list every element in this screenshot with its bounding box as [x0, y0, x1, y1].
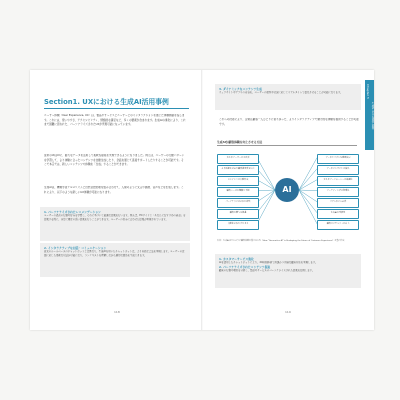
dialogue-text: 従来のルールベースのチャットボットとは異なり、生成AIを用いたチャットボットは、より自然な会話を実現します。ユーザーの意図に応じた柔軟な対話が可能になり、コンテキストを理解しながら適切な回答を生成できます。 [44, 250, 185, 257]
recommendation-box [40, 207, 190, 241]
figure-left-item-3: コンテンツの自動作成 [217, 176, 259, 186]
figure-right-item-2: データインサイトの抽出 [317, 165, 359, 175]
connector-left-7 [257, 190, 275, 224]
figure-right-item-3: カスタマージャーニーの最適化 [317, 176, 359, 186]
benefit-1-heading: 1. カスタマーサービス強化 [219, 257, 254, 261]
figure-source-note: 出典：生成AIはどのように顧客体験を変えるのか（How "Generative AI" is Reshaping the Future of Customer Experience）を基に作成 [217, 240, 345, 242]
connector-right-6 [299, 190, 317, 213]
dynamic-content-heading: 3. ダイナミックなコンテンツ生成 [219, 87, 262, 91]
figure-left-item-4: 顧客ニーズの理解と予測 [217, 187, 259, 197]
figure-right-item-1: データドリブンな意思決定 [317, 154, 359, 164]
figure-right-item-4: マーケティングの効率化 [317, 187, 359, 197]
connector-left-4 [257, 190, 275, 191]
connector-left-1 [257, 158, 275, 190]
left-page [30, 70, 201, 330]
dynamic-content-text: ウェブサイトやアプリの内容を、ユーザーの属性や状況に応じてリアルタイムで変化させることが可能になります。 [219, 91, 343, 94]
page-number-right: 119 [285, 310, 291, 314]
connector-left-2 [257, 169, 275, 190]
ai-figure [217, 140, 357, 244]
figure-right-item-6: 生成AIの可能性 [317, 209, 359, 219]
chapter-tab-subtitle: 生成AIとUXの関係と事例 [371, 102, 374, 130]
right-paragraph: これらの技術により、企業は顧客一人ひとりに寄り添った、よりインタラクティブで魅力的な体験を提供することが可能です。 [219, 118, 359, 126]
figure-left-item-2: より迅速な対応で顧客満足度を向上 [217, 165, 259, 175]
left-paragraph-3: 生成AIは、機械学習アルゴリズムと自然言語処理を組み合わせて、人間のように文章や画像、音声などを生成します。これにより、以下のような新しいUX体験が可能になります。 [44, 186, 184, 194]
figure-right-item-7: 顧客ロイヤルティの向上 [317, 220, 359, 230]
figure-title: 生成AIが顧客体験を向上させる方法 [217, 140, 263, 144]
recommendation-text: ユーザーの過去の行動や好みを学習し、それに基づいて最適な提案を行います。例えば、ECサイトで「あなたにおすすめの商品」を提案する際に、非常に精度の高い提案を行うことができます。ユーザーの好みに合わせた提案が実現されています。 [44, 214, 186, 221]
right-page [203, 70, 374, 330]
connector-right-1 [299, 158, 317, 190]
section-title-rule [44, 108, 189, 109]
ai-circle: AI [275, 178, 299, 202]
page-number-left: 118 [114, 310, 120, 314]
section-title: Section1. UXにおける生成AI活用事例 [44, 98, 169, 106]
connector-left-6 [257, 190, 275, 213]
benefit-2-heading: 2. パーソナライズされたコンテンツ提案 [219, 265, 271, 269]
left-paragraph-1: ユーザー体験（User Experience, UX）は、製品やサービスとユーザーとのインタラクションを通じた体験価値を指します。これには、使いやすさ、アクセシビリティ、情緒的な満足など、多くの要素が含まれます。生成AIの進化により、これまで困難に思われた、パーソナライズされたUXが実現可能になっています。 [44, 114, 186, 127]
recommendation-heading: 1. パーソナライズされたレコメンデーション [44, 210, 101, 214]
chapter-tab [365, 80, 374, 150]
dynamic-content-box [215, 84, 361, 110]
benefit-1-text: AIを活用したチャットボットにより、24時間体制で迅速かつ正確な顧客対応を実現します。 [219, 261, 318, 264]
connector-right-2 [299, 169, 317, 190]
book-spread [30, 70, 374, 330]
connector-right-5 [299, 190, 317, 202]
figure-left-item-7: 自動化されたプロセス [217, 220, 259, 230]
figure-right-item-5: リアルタイム応答 [317, 198, 359, 208]
connector-right-7 [299, 190, 317, 224]
benefits-box [215, 254, 361, 288]
figure-left-item-1: カスタマーサービス改善 [217, 154, 259, 164]
chapter-tab-label: Chapter 5 [366, 84, 370, 99]
benefit-2-text: 顧客の行動や嗜好を分析し、製品やサービスのパーソナライズされた提案を提供します。 [219, 269, 315, 272]
dialogue-heading: 2. インタラクティブな対話・コミュニケーション [44, 246, 107, 250]
connector-left-5 [257, 190, 275, 202]
figure-left-item-5: パーソナライズされた推奨 [217, 198, 259, 208]
left-paragraph-2: 従来のUIはUIに、膨大なデータを活用して柔軟な提案を実現できるようになりました。例えば、ユーザーの行動パターンを学習して、より体験に合ったコンテンツを自動生成したり、会話を通じて直接サポートしたりすることが可能です。そこで本章では、新しいコンテンツや体験を「生成」することができます。 [44, 154, 185, 167]
figure-left-item-6: 顧客の関与を促進 [217, 209, 259, 219]
dialogue-box [40, 243, 190, 277]
connector-right-4 [299, 190, 317, 191]
